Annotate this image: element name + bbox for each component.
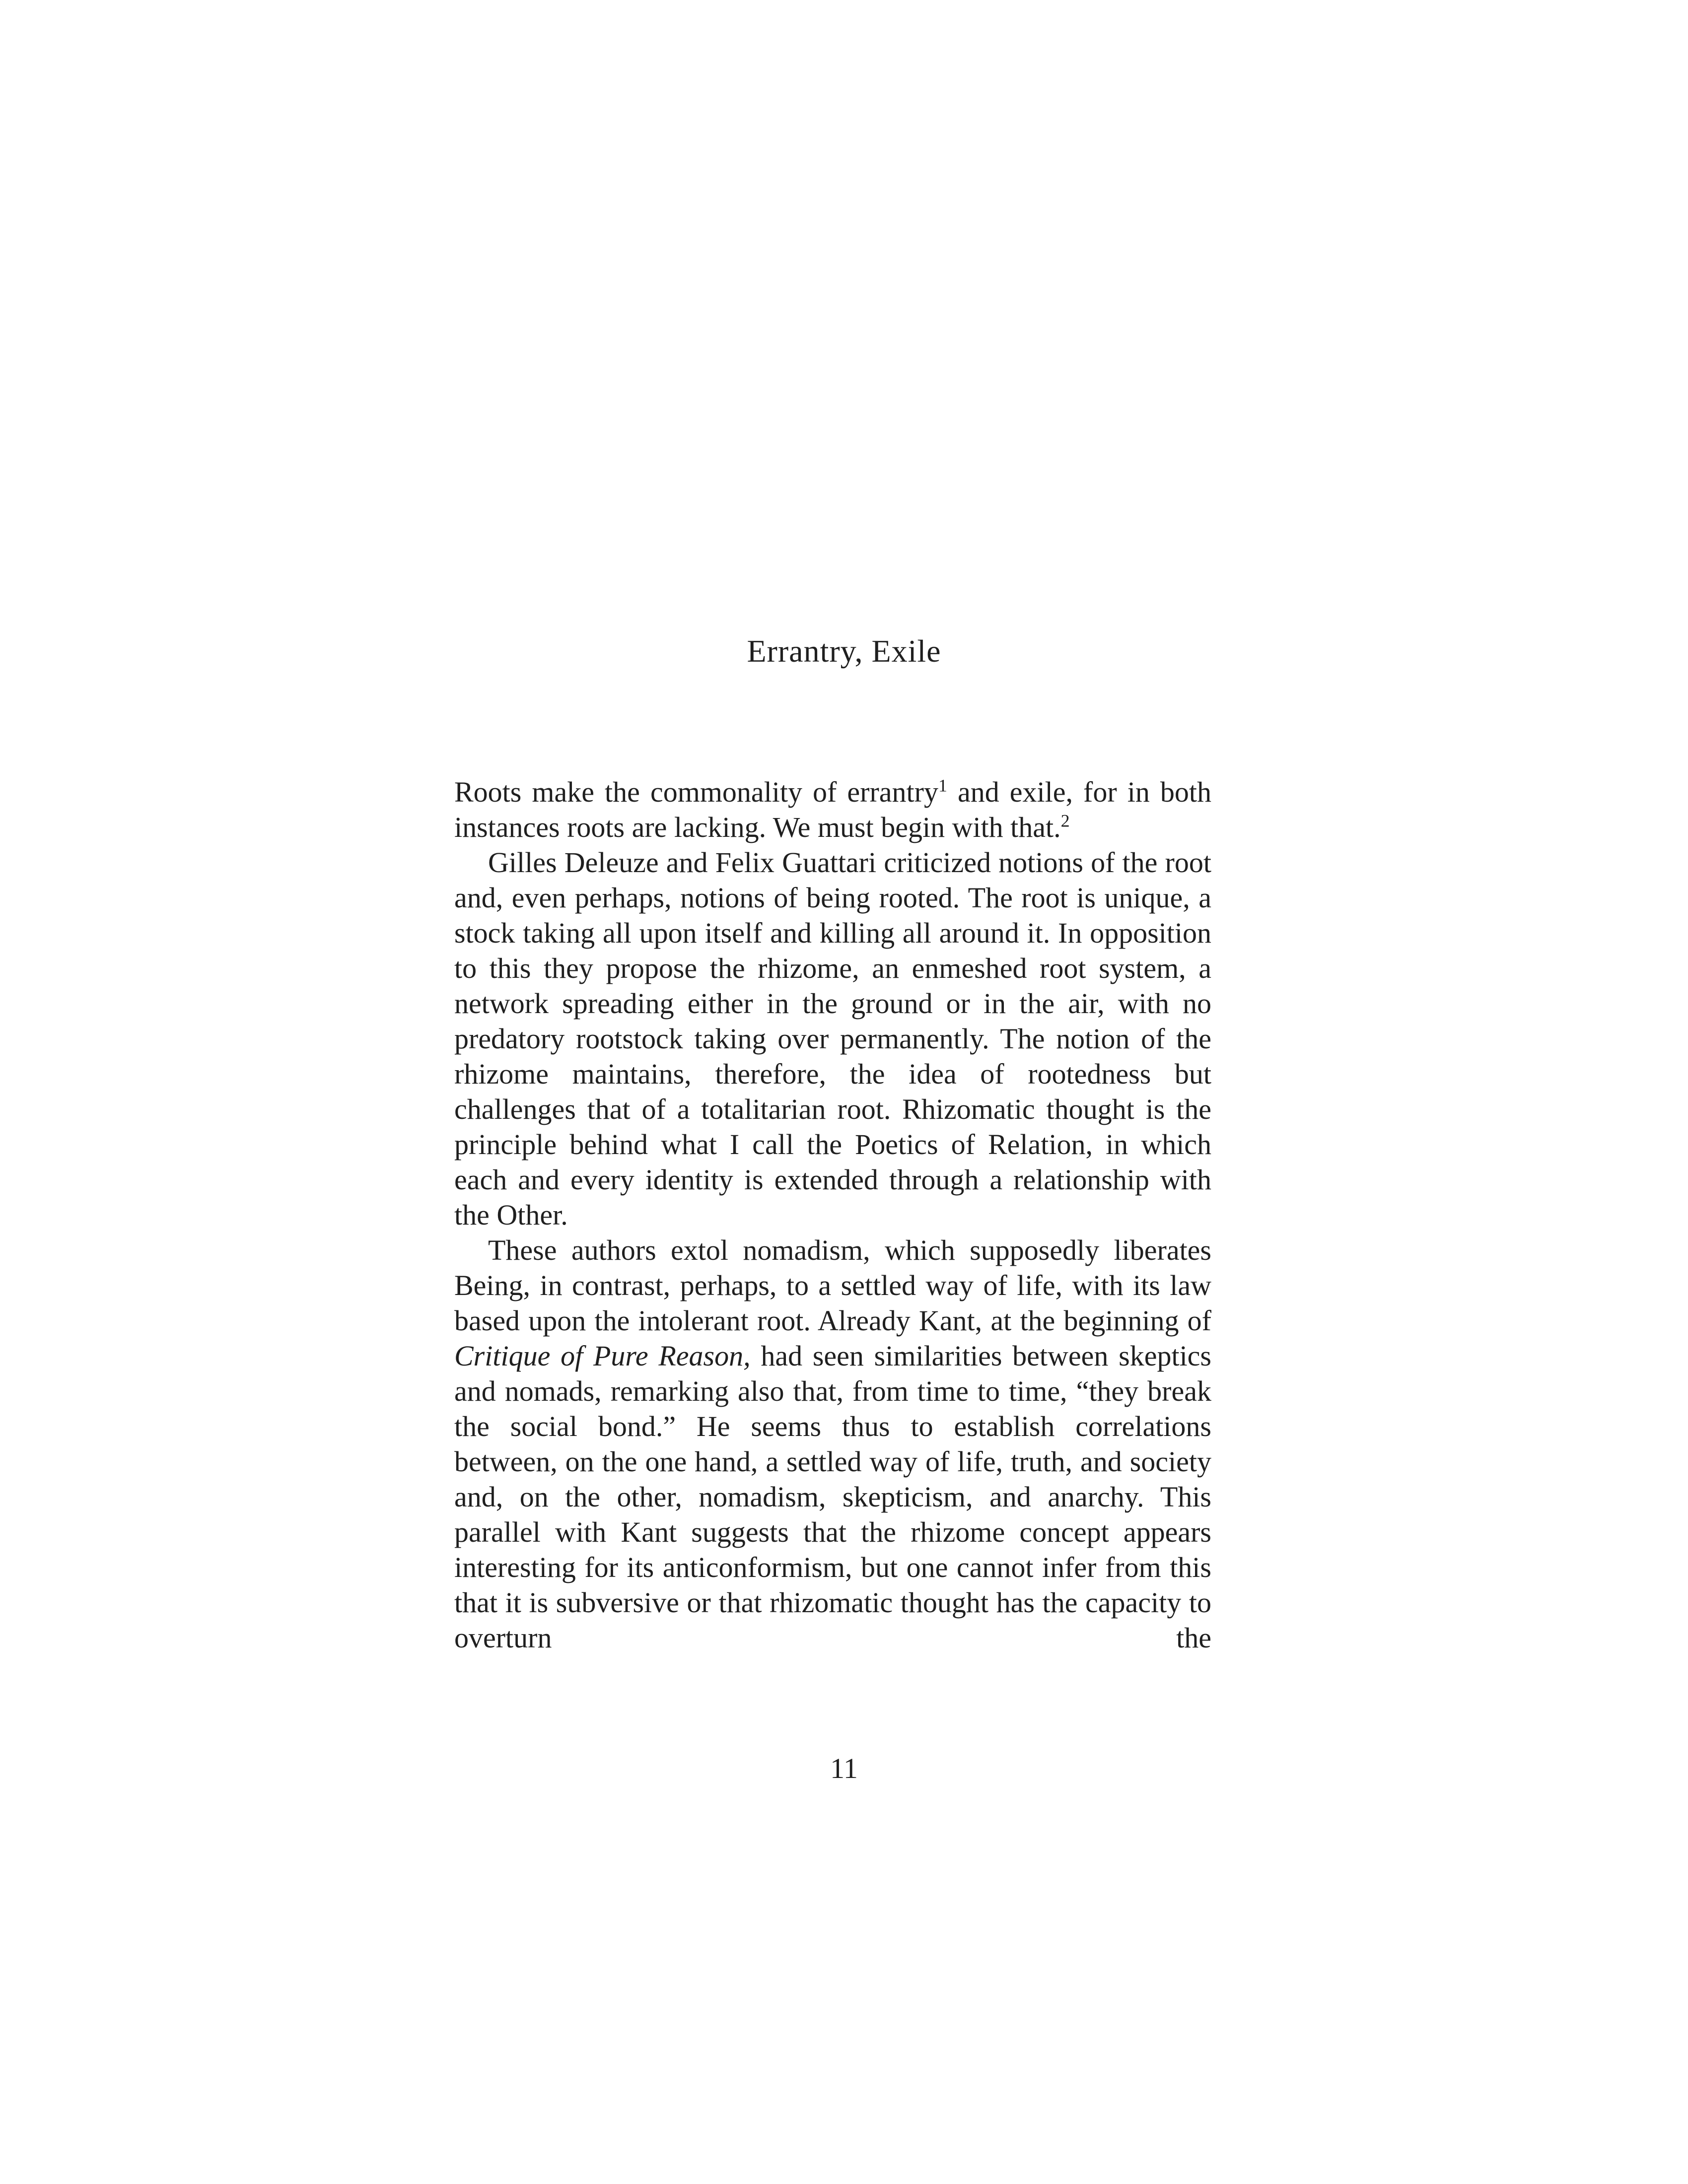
- paragraph-2: Gilles Deleuze and Felix Guattari criticized notions of the root and, even perhaps, notions of being rooted. The root is unique, a stock taking all upon itself and killing all around it. In opposition to this they propose the rhizome, an enmeshed root system, a network spreading either in the ground or in the air, with no predatory rootstock taking over permanently. The notion of the rhizome maintains, therefore, the idea of rootedness but challenges that of a totalitarian root. Rhizomatic thought is the principle behind what I call the Poetics of Relation, in which each and every identity is extended through a relationship with the Other.: [454, 846, 1211, 1231]
- page-number: 11: [830, 1752, 858, 1784]
- book-title-italic: Critique of Pure Reason,: [454, 1340, 751, 1372]
- footnote-marker-1[interactable]: 1: [938, 775, 947, 796]
- paragraph-1-text-a: Roots make the commonality of errantry: [454, 776, 938, 808]
- chapter-title: Errantry, Exile: [747, 633, 941, 669]
- paragraph-1-text-b: and exile, for in both instances roots are lacking. We must begin with that.: [454, 776, 1211, 843]
- body-text: [454, 774, 1211, 1655]
- paragraph-3-text-b: had seen similarities between skeptics and nomads, remarking also that, from time to time, “they break the social bond.” He seems thus to establish correlations between, on the one hand, a settled way of life, truth, and society and, on the other, nomadism, skepticism, and anarchy. This parallel with Kant suggests that the rhizome concept appears interesting for its anticonformism, but one cannot infer from this that it is subversive or that rhizomatic thought has the capacity to overturn the: [454, 1340, 1211, 1654]
- paragraph-3-text-a: These authors extol nomadism, which supposedly liberates Being, in contrast, perhaps, to a settled way of life, with its law based upon the intolerant root. Already Kant, at the beginning of: [454, 1234, 1211, 1337]
- paragraph-1: [454, 774, 1211, 845]
- paragraph-3: [454, 1232, 1211, 1655]
- footnote-marker-2[interactable]: 2: [1060, 811, 1070, 831]
